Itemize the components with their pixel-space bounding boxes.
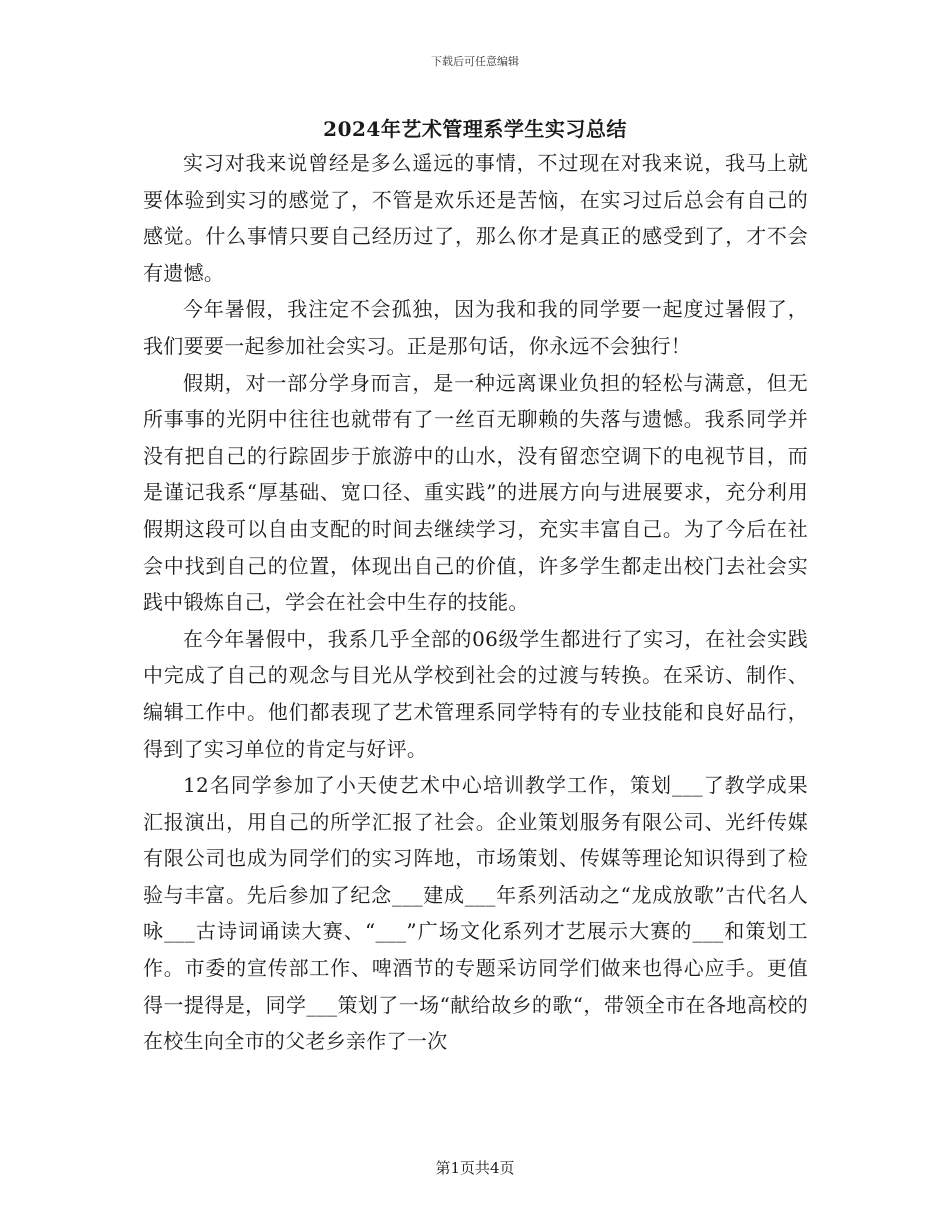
page-footer: 第1页共4页: [435, 1159, 515, 1177]
paragraph: 假期，对一部分学身而言，是一种远离课业负担的轻松与满意，但无所事事的光阴中往往也就带有了一丝百无聊赖的失落与遗憾。我系同学并没有把自己的行踪固步于旅游中的山水，没有留恋空调下的电视节目，而是谨记我系“厚基础、宽口径、重实践”的进展方向与进展要求，充分利用假期这段可以自由支配的时间去继续学习，充实丰富自己。为了今后在社会中找到自己的位置，体现出自己的价值，许多学生都走出校门去社会实践中锻炼自己，学会在社会中生存的技能。: [143, 370, 808, 615]
header-note: 下载后可任意编辑: [431, 55, 519, 68]
paragraph: 12名同学参加了小天使艺术中心培训教学工作，策划___了教学成果汇报演出，用自己的所学汇报了社会。企业策划服务有限公司、光纤传媒有限公司也成为同学们的实习阵地，市场策划、传媒等理论知识得到了检验与丰富。先后参加了纪念___建成___年系列活动之“龙成放歌”古代名人咏___古诗词诵读大赛、“___”广场文化系列才艺展示大赛的___和策划工作。市委的宣传部工作、啤酒节的专题采访同学们做来也得心应手。更值得一提得是，同学___策划了一场“献给故乡的歌“，带领全市在各地高校的在校生向全市的父老乡亲作了一次: [143, 773, 808, 1054]
paragraph: 实习对我来说曾经是多么遥远的事情，不过现在对我来说，我马上就要体验到实习的感觉了，不管是欢乐还是苦恼，在实习过后总会有自己的感觉。什么事情只要自己经历过了，那么你才是真正的感受到了，才不会有遗憾。: [143, 151, 808, 285]
document-body: [143, 145, 808, 1060]
paragraph: 今年暑假，我注定不会孤独，因为我和我的同学要一起度过暑假了，我们要要一起参加社会实习。正是那句话，你永远不会独行！: [143, 297, 808, 358]
document-title: 2024年艺术管理系学生实习总结: [323, 117, 627, 141]
paragraph: 在今年暑假中，我系几乎全部的06级学生都进行了实习，在社会实践中完成了自己的观念与目光从学校到社会的过渡与转换。在采访、制作、编辑工作中。他们都表现了艺术管理系同学特有的专业技能和良好品行，得到了实习单位的肯定与好评。: [143, 626, 808, 761]
